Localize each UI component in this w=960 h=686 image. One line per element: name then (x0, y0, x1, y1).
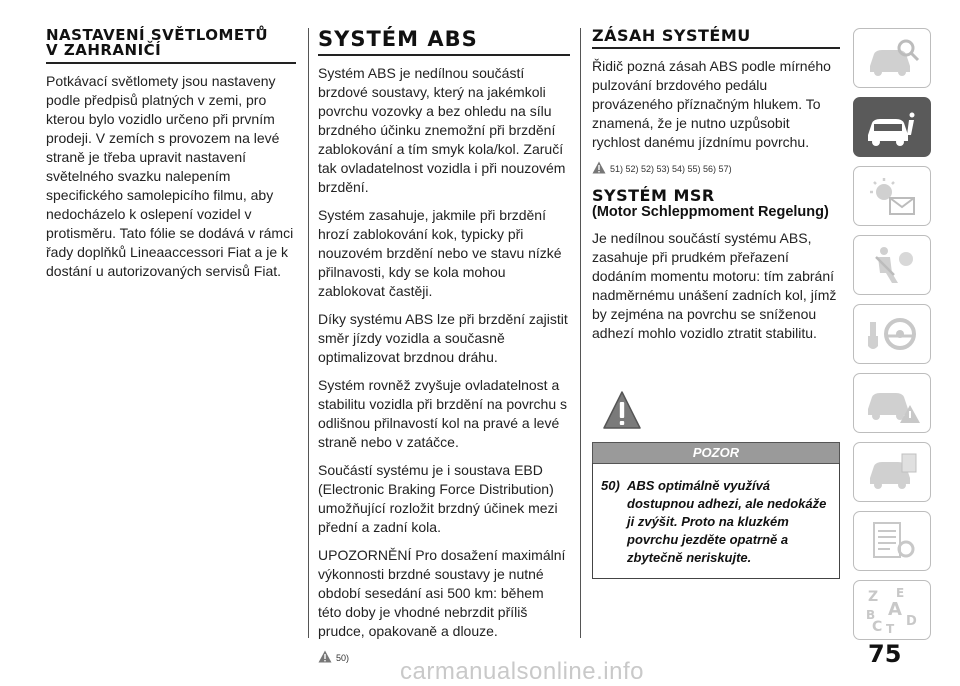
column-divider (580, 28, 581, 638)
heading-rule (318, 54, 570, 56)
index-letter: B (866, 608, 876, 622)
specifications-icon (862, 519, 922, 563)
watermark: carmanualsonline.info (400, 658, 644, 685)
tab-technical-data[interactable] (853, 511, 931, 571)
abs-paragraph-4: Systém rovněž zvyšuje ovladatelnost a stabilitu vozidla při brzdění na povrchu s odlišnou přilnavostí kol na pravé a levé straně nebo v zatáčce. (318, 377, 568, 450)
warning-references[interactable]: 51) 52) 52) 53) 54) 55) 56) 57) (592, 161, 840, 174)
column-divider (308, 28, 309, 638)
tab-dashboard-lights[interactable] (853, 166, 931, 226)
index-letter: T (886, 622, 895, 635)
index-letter: Z (868, 589, 879, 605)
chapter-sidebar (853, 28, 933, 649)
section-heading-intervention: ZÁSAH SYSTÉMU (592, 26, 751, 45)
seatbelt-airbag-icon (862, 243, 922, 287)
column-system-intervention (592, 28, 840, 352)
headlight-paragraph: Potkávací světlomety jsou nastaveny podle předpisů platných v zemi, pro kterou bylo vozidlo určeno při prvním prodeji. V zemích s provozem na levé straně je třeba upravit nastavení světelného svazku nalepením specifického samolepicího filmu, aby nedocházelo k oslepení vozidel v protisměru. Tato fólie se dodává v rámci řady doplňků Lineaaccessori Fiat a je k dostání u autorizovaných servisů Fiat. (46, 73, 294, 279)
steering-wheel-key-icon (862, 312, 922, 356)
index-letter: C (872, 619, 883, 635)
warning-body (592, 463, 840, 579)
warning-text: ABS optimálně využívá dostupnou adhezi, ale nedokáže ji zvýšit. Proto na kluzkém povrchu jezděte opatrně a zbytečně neriskujte. (627, 478, 827, 565)
car-info-icon (862, 105, 922, 149)
dashboard-lights-icon (862, 174, 922, 218)
heading-rule (592, 47, 840, 49)
alphabetical-index-icon (862, 585, 922, 635)
warning-item (601, 477, 829, 567)
column-abs-system (318, 28, 570, 677)
tab-starting-driving[interactable] (853, 304, 931, 364)
abs-paragraph-3: Díky systému ABS lze při brzdění zajistit směr jízdy vozidla a současně optimalizovat brzdnou dráhu. (318, 311, 568, 365)
warning-triangle-icon (602, 390, 642, 430)
abs-paragraph-5: Součástí systému je i soustava EBD (Electronic Braking Force Distribution) umožňující rozložit brzdný účinek mezi přední a zadní kola. (318, 462, 558, 535)
car-warning-icon (862, 381, 922, 425)
index-letter: D (906, 614, 917, 629)
tab-emergency[interactable] (853, 373, 931, 433)
index-letter: E (896, 586, 905, 600)
warning-title: POZOR (592, 442, 840, 464)
warning-box (592, 390, 840, 580)
warning-triangle-icon (592, 161, 606, 174)
section-heading-msr: SYSTÉM MSR (592, 186, 715, 205)
warning-number: 50) (601, 478, 620, 493)
intervention-paragraph: Řidič pozná zásah ABS podle mírného pulzování brzdového pedálu provázeného příznačným hlukem. To znamená, že je nutno uzpůsobit rychlost danému jízdnímu povrchu. (592, 58, 831, 150)
abs-paragraph-2: Systém zasahuje, jakmile při brzdění hrozí zablokování kok, typicky při nouzovém brzdění nebo ve stavu nízké přilnavosti, kdy se kola mohou zablokovat častěji. (318, 207, 562, 299)
section-subheading-msr: (Motor Schleppmoment Regelung) (592, 204, 829, 220)
index-letter: A (888, 599, 902, 620)
section-heading-headlights: NASTAVENÍ SVĚTLOMETŮ V ZAHRANIČÍ (46, 26, 269, 59)
column-headlight-adjustment (46, 28, 296, 290)
tab-maintenance[interactable] (853, 442, 931, 502)
tab-index[interactable] (853, 580, 931, 640)
warning-triangle-icon (318, 650, 332, 663)
page-number: 75 (868, 640, 902, 668)
section-heading-abs: SYSTÉM ABS (318, 27, 478, 51)
tab-car-overview[interactable] (853, 28, 931, 88)
car-service-icon (862, 450, 922, 494)
warning-references[interactable]: 50) (318, 650, 570, 663)
abs-paragraph-6: UPOZORNĚNÍ Pro dosažení maximální výkonnosti brzdné soustavy je nutné období sesedání asi 500 km: během této doby je vhodné nebrzdit příliš prudce, opakovaně a dlouze. (318, 547, 566, 639)
msr-paragraph: Je nedílnou součástí systému ABS, zasahuje při prudkém přeřazení dodáním momentu motoru: tím zabrání nadměrnému unášení zadních kol, jímž by zejména na povrchu se sníženou adhezí mohlo vozidlo ztratit stabilitu. (592, 230, 837, 341)
tab-car-info[interactable] (853, 97, 931, 157)
abs-paragraph-1: Systém ABS je nedílnou součástí brzdové soustavy, který na jakémkoli povrchu vozovky a bez ohledu na sílu brzdného účinku znemožní při brzdění zablokování a tím smyk kola/kol. Zaručí tak ovladatelnost vozidla i při nouzovém brzdění. (318, 65, 566, 195)
tab-safety[interactable] (853, 235, 931, 295)
car-magnifier-icon (862, 36, 922, 80)
heading-rule (46, 62, 296, 64)
